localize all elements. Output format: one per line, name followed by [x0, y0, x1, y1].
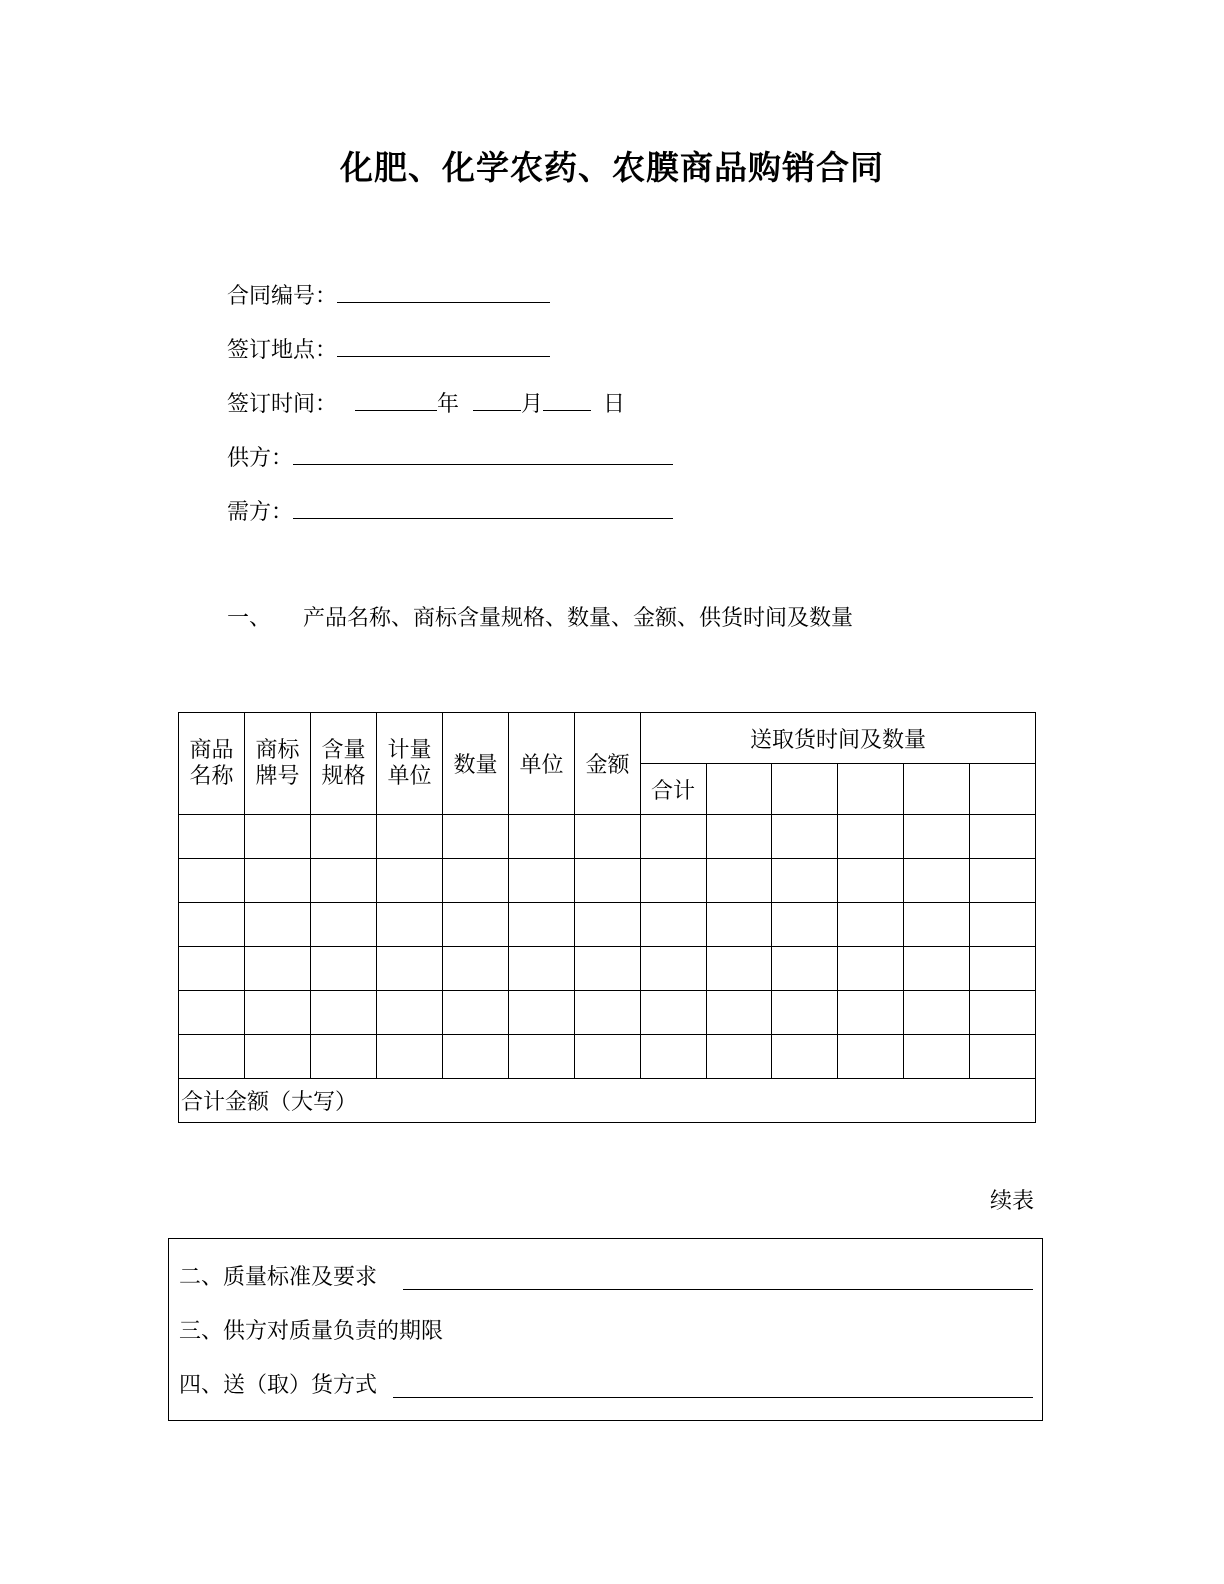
contract-number-field: [227, 280, 550, 310]
section-one-number: 一、: [227, 606, 272, 631]
header-quantity: 数量: [443, 713, 509, 815]
quality-period-line: [179, 1317, 443, 1347]
table-cell[interactable]: [443, 1035, 509, 1079]
header-delivery: 送取货时间及数量: [641, 713, 1036, 764]
header-subtotal: 合计: [641, 764, 707, 815]
supplier-blank[interactable]: [293, 442, 673, 465]
sign-place-blank[interactable]: [337, 334, 550, 357]
table-cell[interactable]: [970, 815, 1036, 859]
quality-standard-label: 二、质量标准及要求: [179, 1265, 378, 1290]
table-cell[interactable]: [904, 947, 970, 991]
month-label: 月: [521, 392, 544, 417]
table-cell[interactable]: [575, 903, 641, 947]
header-product-name: 商品 名称: [179, 713, 245, 815]
table-cell[interactable]: [509, 903, 575, 947]
quality-period-label: 三、供方对质量负责的期限: [179, 1319, 444, 1344]
table-cell[interactable]: [641, 991, 707, 1035]
table-cell[interactable]: [443, 859, 509, 903]
continued-label: 续表: [989, 1189, 1034, 1214]
table-row: [179, 991, 1036, 1035]
table-cell[interactable]: [179, 947, 245, 991]
table-cell[interactable]: [311, 947, 377, 991]
buyer-label: 需方：: [227, 500, 294, 525]
contract-number-blank[interactable]: [337, 280, 550, 303]
table-cell[interactable]: [311, 1035, 377, 1079]
table-cell[interactable]: [707, 859, 772, 903]
table-cell[interactable]: [838, 991, 904, 1035]
table-cell[interactable]: [377, 903, 443, 947]
table-cell[interactable]: [707, 991, 772, 1035]
table-cell[interactable]: [443, 947, 509, 991]
table-cell[interactable]: [509, 815, 575, 859]
table-cell[interactable]: [838, 947, 904, 991]
header-brand: 商标 牌号: [245, 713, 311, 815]
table-cell[interactable]: [311, 815, 377, 859]
table-cell[interactable]: [772, 815, 838, 859]
table-cell[interactable]: [245, 859, 311, 903]
table-cell[interactable]: [575, 815, 641, 859]
table-cell[interactable]: [772, 1035, 838, 1079]
day-label: 日: [603, 392, 626, 417]
total-amount-row: [179, 1079, 1036, 1123]
table-cell[interactable]: [377, 815, 443, 859]
table-cell[interactable]: [377, 991, 443, 1035]
table-row: [179, 815, 1036, 859]
table-cell[interactable]: [772, 903, 838, 947]
delivery-method-line: [179, 1371, 1034, 1401]
table-cell[interactable]: [179, 991, 245, 1035]
quality-standard-blank[interactable]: [403, 1265, 1033, 1290]
header-delivery-slot[interactable]: [904, 764, 970, 815]
header-spec: 含量 规格: [311, 713, 377, 815]
table-cell[interactable]: [838, 903, 904, 947]
table-cell[interactable]: [179, 815, 245, 859]
table-cell[interactable]: [311, 859, 377, 903]
goods-table: [178, 712, 1036, 1123]
sign-time-label: 签订时间：: [227, 392, 338, 417]
supplier-label: 供方：: [227, 446, 294, 471]
table-cell[interactable]: [641, 947, 707, 991]
table-cell[interactable]: [443, 815, 509, 859]
table-cell[interactable]: [707, 815, 772, 859]
table-cell[interactable]: [838, 859, 904, 903]
buyer-blank[interactable]: [293, 496, 673, 519]
table-cell[interactable]: [377, 947, 443, 991]
table-cell[interactable]: [641, 903, 707, 947]
year-label: 年: [437, 392, 460, 417]
table-cell[interactable]: [838, 815, 904, 859]
table-cell[interactable]: [509, 859, 575, 903]
sign-time-field: [227, 388, 625, 418]
table-cell[interactable]: [311, 903, 377, 947]
header-delivery-slot[interactable]: [970, 764, 1036, 815]
buyer-field: [227, 496, 673, 526]
delivery-method-blank[interactable]: [393, 1373, 1033, 1398]
table-cell[interactable]: [245, 947, 311, 991]
table-cell[interactable]: [970, 1035, 1036, 1079]
header-delivery-slot[interactable]: [838, 764, 904, 815]
table-cell[interactable]: [245, 1035, 311, 1079]
table-cell[interactable]: [509, 1035, 575, 1079]
total-amount-label[interactable]: 合计金额（大写）: [179, 1079, 1036, 1123]
table-cell[interactable]: [509, 947, 575, 991]
table-cell[interactable]: [575, 859, 641, 903]
table-cell[interactable]: [970, 991, 1036, 1035]
sign-place-label: 签订地点：: [227, 338, 338, 363]
table-cell[interactable]: [377, 1035, 443, 1079]
table-cell[interactable]: [904, 903, 970, 947]
header-amount: 金额: [575, 713, 641, 815]
table-row: [179, 1035, 1036, 1079]
terms-box: [168, 1238, 1043, 1421]
table-cell[interactable]: [970, 903, 1036, 947]
table-cell[interactable]: [707, 947, 772, 991]
quality-standard-line: [179, 1263, 1034, 1293]
table-cell[interactable]: [245, 903, 311, 947]
table-cell[interactable]: [904, 991, 970, 1035]
table-cell[interactable]: [443, 991, 509, 1035]
table-cell[interactable]: [245, 991, 311, 1035]
table-cell[interactable]: [575, 991, 641, 1035]
table-cell[interactable]: [377, 859, 443, 903]
table-cell[interactable]: [772, 991, 838, 1035]
table-cell[interactable]: [772, 947, 838, 991]
supplier-field: [227, 442, 673, 472]
year-blank[interactable]: [355, 388, 437, 411]
table-cell[interactable]: [641, 859, 707, 903]
table-cell[interactable]: [970, 947, 1036, 991]
table-cell[interactable]: [245, 815, 311, 859]
table-cell[interactable]: [443, 903, 509, 947]
table-cell[interactable]: [772, 859, 838, 903]
table-cell[interactable]: [575, 1035, 641, 1079]
table-cell[interactable]: [641, 815, 707, 859]
table-cell[interactable]: [179, 859, 245, 903]
sign-place-field: [227, 334, 550, 364]
table-cell[interactable]: [707, 1035, 772, 1079]
document-title: 化肥、化学农药、农膜商品购销合同: [340, 148, 884, 187]
table-cell[interactable]: [179, 903, 245, 947]
day-blank[interactable]: [543, 388, 591, 411]
table-row: [179, 859, 1036, 903]
table-cell[interactable]: [904, 1035, 970, 1079]
table-cell[interactable]: [509, 991, 575, 1035]
header-delivery-slot[interactable]: [707, 764, 772, 815]
table-cell[interactable]: [904, 815, 970, 859]
header-delivery-slot[interactable]: [772, 764, 838, 815]
table-row: [179, 947, 1036, 991]
table-cell[interactable]: [575, 947, 641, 991]
contract-number-label: 合同编号：: [227, 284, 338, 309]
table-cell[interactable]: [179, 1035, 245, 1079]
delivery-method-label: 四、送（取）货方式: [179, 1373, 378, 1398]
header-unit-measure: 计量 单位: [377, 713, 443, 815]
table-cell[interactable]: [311, 991, 377, 1035]
table-row: [179, 903, 1036, 947]
table-cell[interactable]: [707, 903, 772, 947]
section-one-text: 产品名称、商标含量规格、数量、金额、供货时间及数量: [303, 606, 854, 631]
section-one-heading: [227, 604, 853, 634]
table-cell[interactable]: [641, 1035, 707, 1079]
header-unit: 单位: [509, 713, 575, 815]
month-blank[interactable]: [473, 388, 521, 411]
table-cell[interactable]: [970, 859, 1036, 903]
table-cell[interactable]: [838, 1035, 904, 1079]
table-cell[interactable]: [904, 859, 970, 903]
